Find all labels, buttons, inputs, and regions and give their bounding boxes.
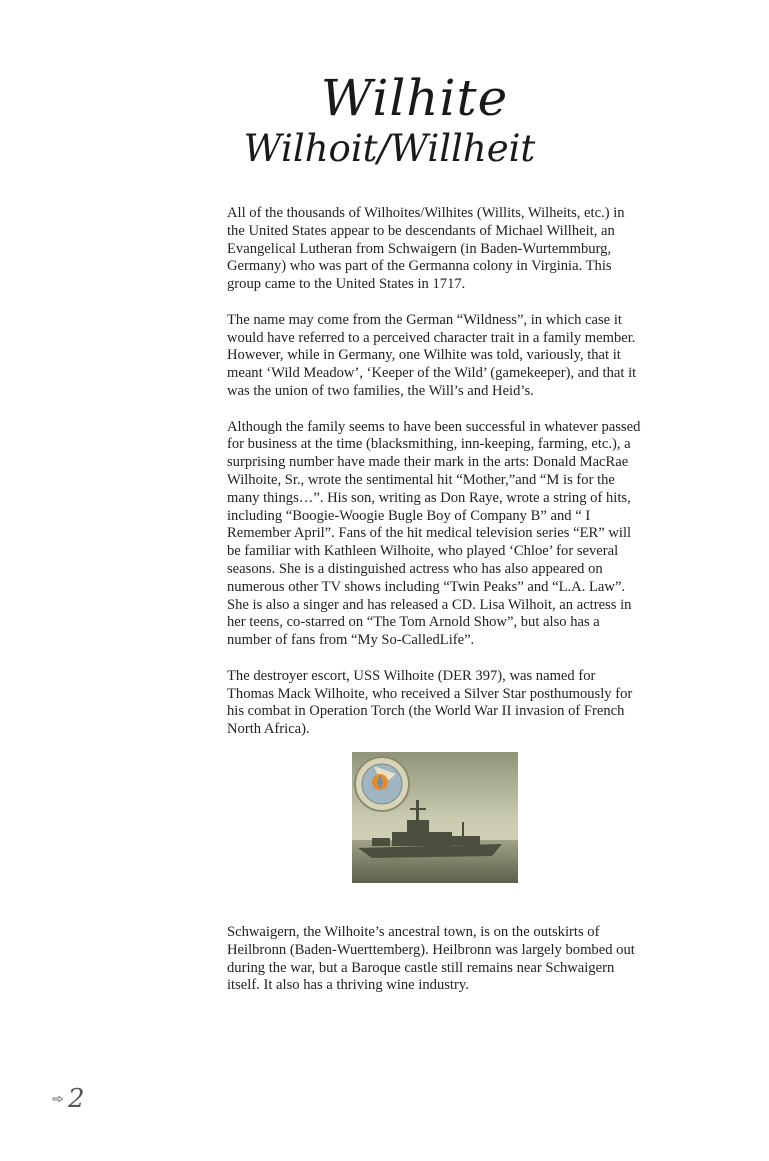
paragraph-origins: All of the thousands of Wilhoites/Wilhites (Willits, Wilheits, etc.) in the United States appear to be descendants of Michael Willheit, an Evangelical Lutheran from Schwaigern (in Baden-Wurtemmburg, Germany) who was part of the Germanna colony in Virginia. This group came to the United States in 1717. [227, 205, 625, 293]
body-text [227, 205, 645, 757]
ship-photo [352, 752, 518, 883]
destroyer-escort-image [352, 752, 518, 883]
paragraph-destroyer: The destroyer escort, USS Wilhoite (DER 397), was named for Thomas Mack Wilhoite, who received a Silver Star posthumously for his combat in Operation Torch (the World War II invasion of French North Africa). [227, 667, 633, 738]
title-block [0, 70, 769, 172]
page-title: Wilhite [320, 69, 509, 127]
paragraph-name-meaning: The name may come from the German “Wildness”, in which case it would have referred to a perceived character trait in a family member. However, while in Germany, one Wilhite was told, variously, that it meant ‘Wild Meadow’, ‘Keeper of the Wild’ (gamekeeper), and that it was the union of two families, the Will’s and Heid’s. [227, 311, 637, 399]
page-footer [52, 1086, 85, 1112]
paragraph-schwaigern: Schwaigern, the Wilhoite’s ancestral town, is on the outskirts of Heilbronn (Baden-Wuerttemberg). Heilbronn was largely bombed out during the war, but a Baroque castle still remains near Schwaigern itself. It also has a thriving wine industry. [227, 924, 635, 994]
pointing-hand-icon [52, 1093, 64, 1105]
ship-emblem-icon [355, 757, 409, 811]
page-subtitle: Wilhoit/Willheit [243, 127, 536, 170]
paragraph-arts: Although the family seems to have been successful in whatever passed for business at the time (blacksmithing, inn-keeping, farming, etc.), a surprising number have made their mark in the arts: Donald MacRae Wilhoite, Sr., wrote the sentimental hit “Mother,”and “M is for the many things…”. His son, writing as Don Raye, wrote a string of hits, including “Boogie-Woogie Bugle Boy of Company B” and “ I Remember April”. Fans of the hit medical television series “ER” will be familiar with Kathleen Wilhoite, who played ‘Chloe’ for several seasons. She is a distinguished actress who has also appeared on numerous other TV shows including “Twin Peaks” and “L.A. Law”. She is also a singer and has released a CD. Lisa Wilhoit, an actress in her teens, co-starred on “The Tom Arnold Show”, but also has a number of fans from “My So-CalledLife”. [227, 418, 641, 649]
page-number: 2 [68, 1084, 85, 1114]
